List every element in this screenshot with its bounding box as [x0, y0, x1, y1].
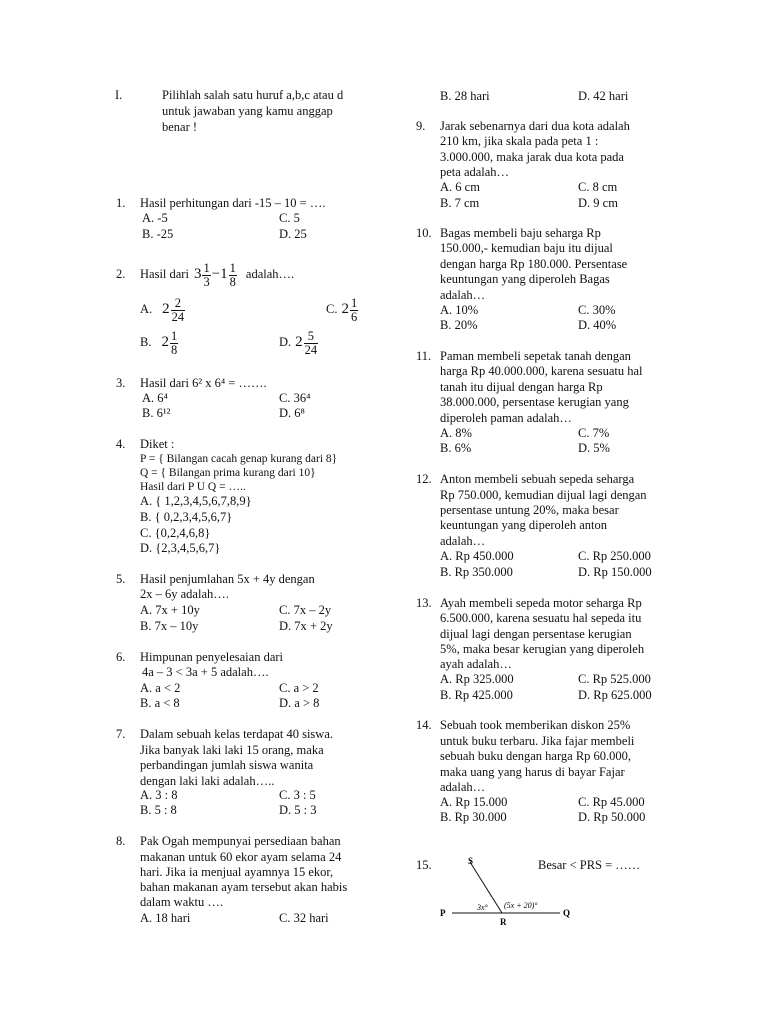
question-stem: 5%, maka besar kerugian yang diperoleh — [440, 642, 645, 656]
question-stem: Pak Ogah mempunyai persediaan bahan — [140, 834, 341, 848]
option-d[interactable]: D. 25 — [279, 227, 307, 241]
question-stem: peta adalah… — [440, 165, 510, 179]
question-number: 10. — [416, 226, 432, 240]
question-stem: Jika banyak laki laki 15 orang, maka — [140, 743, 324, 757]
option-b[interactable]: B. 28 hari — [440, 89, 490, 103]
question-stem: 6.500.000, karena sesuatu hal sepeda itu — [440, 611, 642, 625]
question-number: 14. — [416, 718, 432, 732]
question-stem: Hasil penjumlahan 5x + 4y dengan — [140, 572, 315, 586]
set-p-definition: P = { Bilangan cacah genap kurang dari 8} — [140, 453, 338, 465]
question-stem: 38.000.000, persentase kerugian yang — [440, 395, 629, 409]
option-c[interactable]: C. 5 — [279, 211, 300, 225]
question-stem: dalam waktu …. — [140, 895, 223, 909]
option-a[interactable]: A. Rp 325.000 — [440, 672, 514, 686]
option-c[interactable]: C. {0,2,4,6,8} — [140, 526, 211, 540]
question-stem: persentase untung 20%, maka besar — [440, 503, 619, 517]
instruction-line: Pilihlah salah satu huruf a,b,c atau d — [162, 88, 344, 102]
section-numeral: I. — [115, 88, 123, 102]
question-stem: keuntungan yang diperoleh anton — [440, 518, 607, 532]
option-a[interactable]: A. 10% — [440, 303, 479, 317]
option-b[interactable]: B. 7 cm — [440, 196, 480, 210]
option-a[interactable]: A. 7x + 10y — [140, 603, 200, 617]
option-d[interactable]: D. Rp 625.000 — [578, 688, 652, 702]
label-p: P — [440, 908, 446, 918]
option-c[interactable]: C. Rp 45.000 — [578, 795, 645, 809]
option-c[interactable]: C. Rp 250.000 — [578, 549, 651, 563]
option-a[interactable]: A. { 1,2,3,4,5,6,7,8,9} — [140, 494, 252, 508]
option-a[interactable]: A. a < 2 — [140, 681, 181, 695]
question-stem: bahan makanan ayam tersebut akan habis — [140, 880, 348, 894]
question-stem: Ayah membeli sepeda motor seharga Rp — [440, 596, 642, 610]
question-number: 3. — [116, 376, 126, 390]
option-c[interactable]: C. 3 : 5 — [279, 788, 316, 802]
label-r: R — [500, 917, 507, 927]
question-stem: 210 km, jika skala pada peta 1 : — [440, 134, 599, 148]
instruction-line: benar ! — [162, 120, 198, 134]
option-d[interactable]: D. 9 cm — [578, 196, 618, 210]
question-stem: Diket : — [140, 437, 175, 451]
option-d[interactable]: D. 5 : 3 — [279, 803, 317, 817]
option-b[interactable]: B. a < 8 — [140, 696, 180, 710]
fraction: $\frac{1}{8}$ — [229, 260, 236, 289]
option-c[interactable]: C. Rp 525.000 — [578, 672, 651, 686]
question-stem: keuntungan yang diperoleh Bagas — [440, 272, 610, 286]
question-number: 4. — [116, 437, 126, 451]
option-a[interactable]: A. -5 — [142, 211, 168, 225]
question-stem: Hasil perhitungan dari -15 – 10 = …. — [140, 196, 326, 210]
minus-sign: − — [211, 266, 221, 283]
label-s: S — [468, 856, 474, 866]
question-stem: 4a – 3 < 3a + 5 adalah…. — [142, 665, 269, 679]
question-stem: diperoleh paman adalah… — [440, 411, 572, 425]
option-a[interactable]: A. Rp 450.000 — [440, 549, 514, 563]
question-number: 6. — [116, 650, 126, 664]
mixed-whole: 3 — [193, 266, 202, 283]
option-a[interactable]: A. 2 $\frac{2}{24}$ — [140, 295, 185, 324]
option-c[interactable]: C. 32 hari — [279, 911, 329, 925]
question-ask: Hasil dari P U Q = ….. — [140, 481, 246, 493]
question-number: 13. — [416, 596, 432, 610]
question-number: 5. — [116, 572, 126, 586]
angle-label-1: 3x° — [477, 903, 488, 912]
question-stem: dengan laki laki adalah….. — [140, 774, 275, 788]
option-a[interactable]: A. 8% — [440, 426, 472, 440]
option-c[interactable]: C. a > 2 — [279, 681, 319, 695]
question-number: 9. — [416, 119, 426, 133]
stem-text: Hasil dari — [140, 267, 189, 282]
option-c[interactable]: C. 7% — [578, 426, 610, 440]
option-b[interactable]: B. 20% — [440, 318, 478, 332]
option-d[interactable]: D. Rp 50.000 — [578, 810, 646, 824]
option-b[interactable]: B. Rp 350.000 — [440, 565, 513, 579]
question-stem: adalah… — [440, 288, 486, 302]
stem-text: adalah…. — [245, 267, 295, 282]
question-stem: sebuah buku dengan harga Rp 60.000, — [440, 749, 632, 763]
option-b[interactable]: B. 6% — [440, 441, 472, 455]
question-stem: maka uang yang harus di bayar Fajar — [440, 765, 625, 779]
question-stem — [140, 259, 294, 291]
question-stem: Paman membeli sepetak tanah dengan — [440, 349, 631, 363]
question-number: 8. — [116, 834, 126, 848]
option-a[interactable]: A. 3 : 8 — [140, 788, 178, 802]
question-stem: harga Rp 40.000.000, karena sesuatu hal — [440, 364, 643, 378]
question-stem: untuk buku terbaru. Jika fajar membeli — [440, 734, 635, 748]
question-stem: 2x – 6y adalah…. — [140, 587, 229, 601]
question-number: 12. — [416, 472, 432, 486]
question-stem: ayah adalah… — [440, 657, 512, 671]
label-q: Q — [563, 908, 571, 918]
option-d[interactable]: D. {2,3,4,5,6,7} — [140, 541, 221, 555]
instruction-line: untuk jawaban yang kamu anggap — [162, 104, 333, 118]
option-a[interactable]: A. 6 cm — [440, 180, 480, 194]
option-b[interactable]: B. 2 $\frac{1}{8}$ — [140, 328, 178, 357]
option-a[interactable]: A. Rp 15.000 — [440, 795, 508, 809]
question-stem: adalah… — [440, 780, 486, 794]
question-stem: adalah… — [440, 534, 486, 548]
question-stem: dengan harga Rp 180.000. Persentase — [440, 257, 628, 271]
option-c[interactable]: C. 7x – 2y — [279, 603, 332, 617]
option-b[interactable]: B. -25 — [142, 227, 174, 241]
question-stem: Besar < PRS = …… — [538, 858, 641, 872]
question-number: 7. — [116, 727, 126, 741]
option-b[interactable]: B. 5 : 8 — [140, 803, 177, 817]
question-stem: Hasil dari 6² x 6⁴ = ……. — [140, 376, 267, 390]
option-a[interactable]: A. 6⁴ — [142, 391, 168, 405]
option-d[interactable]: D. 5% — [578, 441, 610, 455]
option-b[interactable]: B. { 0,2,3,4,5,6,7} — [140, 510, 233, 524]
option-c[interactable]: C. 36⁴ — [279, 391, 311, 405]
angle-label-2: (5x + 20)° — [504, 901, 538, 910]
option-d[interactable]: D. Rp 150.000 — [578, 565, 652, 579]
set-q-definition: Q = { Bilangan prima kurang dari 10} — [140, 467, 316, 479]
angle-diagram — [430, 852, 580, 932]
question-stem: dijual lagi dengan persentase kerugian — [440, 627, 632, 641]
option-b[interactable]: B. Rp 425.000 — [440, 688, 513, 702]
option-d[interactable]: D. 6⁸ — [279, 406, 305, 420]
option-d[interactable]: D. 40% — [578, 318, 617, 332]
option-b[interactable]: B. 6¹² — [142, 406, 171, 420]
question-stem: Sebuah took memberikan diskon 25% — [440, 718, 631, 732]
option-b[interactable]: B. Rp 30.000 — [440, 810, 507, 824]
option-d[interactable]: D. 2 $\frac{5}{24}$ — [279, 328, 318, 357]
option-a[interactable]: A. 18 hari — [140, 911, 191, 925]
question-stem: Anton membeli sebuah sepeda seharga — [440, 472, 635, 486]
question-stem: makanan untuk 60 ekor ayam selama 24 — [140, 850, 342, 864]
option-c[interactable]: C. 8 cm — [578, 180, 618, 194]
option-c[interactable]: C. 2 $\frac{1}{6}$ — [326, 295, 358, 324]
option-d[interactable]: D. 42 hari — [578, 89, 629, 103]
question-number: 11. — [416, 349, 432, 363]
question-stem: Dalam sebuah kelas terdapat 40 siswa. — [140, 727, 333, 741]
question-stem: 150.000,- kemudian baju itu dijual — [440, 241, 613, 255]
mixed-whole: 1 — [220, 266, 228, 283]
question-stem: 3.000.000, maka jarak dua kota pada — [440, 150, 624, 164]
option-c[interactable]: C. 30% — [578, 303, 616, 317]
option-d[interactable]: D. a > 8 — [279, 696, 320, 710]
question-stem: Himpunan penyelesaian dari — [140, 650, 284, 664]
question-number: 2. — [116, 267, 126, 281]
question-number: 15. — [416, 858, 432, 872]
question-number: 1. — [116, 196, 126, 210]
question-stem: perbandingan jumlah siswa wanita — [140, 758, 314, 772]
question-stem: Rp 750.000, kemudian dijual lagi dengan — [440, 488, 647, 502]
question-stem: Jarak sebenarnya dari dua kota adalah — [440, 119, 630, 133]
question-stem: Bagas membeli baju seharga Rp — [440, 226, 601, 240]
fraction: $\frac{1}{3}$ — [203, 260, 210, 289]
option-b[interactable]: B. 7x – 10y — [140, 619, 199, 633]
question-stem: hari. Jika ia menjual ayamnya 15 ekor, — [140, 865, 334, 879]
option-d[interactable]: D. 7x + 2y — [279, 619, 333, 633]
question-stem: tanah itu dijual dengan harga Rp — [440, 380, 603, 394]
